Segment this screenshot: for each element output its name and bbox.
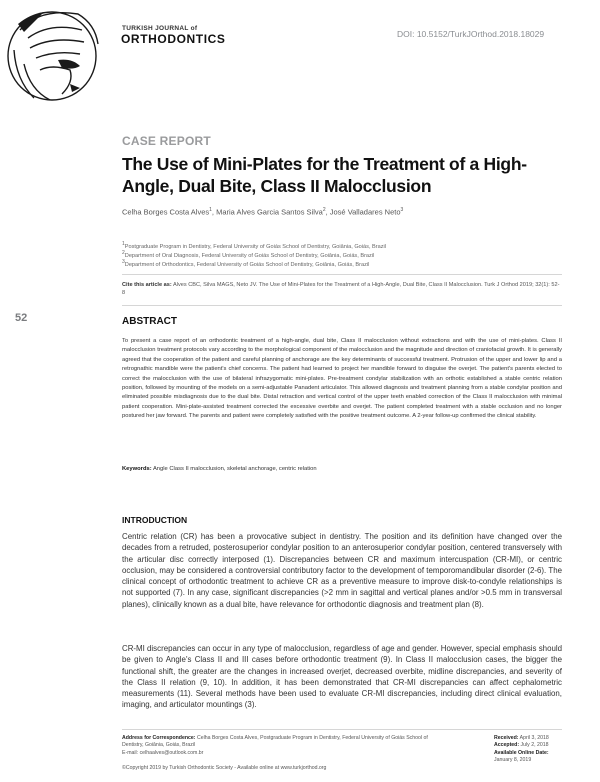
accepted-date: July 2, 2018 <box>520 742 549 749</box>
author-list: Celha Borges Costa Alves$^1$, Maria Alves Garcia Santos Silva$^2$, José Valladares Neto$^3$ <box>122 207 404 217</box>
affiliation <box>122 250 374 259</box>
affiliation <box>122 259 369 268</box>
affiliation-number: 3 <box>122 259 125 265</box>
corr-email[interactable]: E-mail: celhaalves@outlook.com.br <box>122 749 204 756</box>
affiliation-number: 2 <box>122 250 125 256</box>
page-number: 52 <box>15 312 28 324</box>
article-type: CASE REPORT <box>122 134 211 148</box>
online-label: Available Online Date: <box>494 749 549 756</box>
affiliation-text: Department of Oral Diagnosis, Federal University of Goiás School of Dentistry, Goiânia, Goiás, Brazil <box>124 252 375 259</box>
received-label: Received: <box>494 735 519 741</box>
accepted-label: Accepted: <box>494 742 520 749</box>
copyright: ©Copyright 2019 by Turkish Orthodontic Society - Available online at www.turkjorthod.org <box>122 765 327 771</box>
received-date: April 3, 2018 <box>519 735 549 741</box>
affiliation <box>122 241 386 250</box>
intro-paragraph: Centric relation (CR) has been a provocative subject in dentistry. The position and its definition have changed over the decades from a retruded, posterosuperior condylar position to an anterosuperior condylar position, centered transversely with the articular disc correctly interposed (1). Discrepancies between CR and maximum intercuspation (CR-MI), or centric occlusion, may be considered a controversial contributory factor to the development of temporomandibular disorder (2-6). The clinical concept of orthodontic treatment to achieve CR as a preventive measure to improve disk-to-condyle relationships is not supported (7). In any case, significant discrepancies (>2 mm in sagittal and vertical planes and/or >0.5 mm in transversal planes), clinically known as a dual bite, have relevance for orthodontic diagnosis and treatment plan (8). <box>122 532 562 609</box>
keywords-text: Angle Class II malocclusion, skeletal anchorage, centric relation <box>152 466 317 472</box>
article-title: The Use of Mini-Plates for the Treatment of a High-Angle, Dual Bite, Class II Malocclusion <box>122 154 527 196</box>
citation <box>122 281 562 297</box>
introduction-heading: INTRODUCTION <box>122 515 188 525</box>
affiliation-text: Postgraduate Program in Dentistry, Federal University of Goiás School of Dentistry, Goiânia, Goiás, Brazil <box>124 243 387 250</box>
author-name: José Valladares Neto <box>329 207 401 217</box>
divider <box>122 274 562 275</box>
affiliation-number: 1 <box>122 241 125 247</box>
author-affil-ref: 3 <box>400 207 404 213</box>
author-affil-ref: 2 <box>322 207 326 213</box>
cite-text: Alves CBC, Silva MAGS, Neto JV. The Use of Mini-Plates for the Treatment of a High-Angle, Dual Bite, Class II Malocclusion. Turk J Orthod 2019; 32(1): 52-8 <box>122 282 560 296</box>
journal-name: ORTHODONTICS <box>121 32 226 46</box>
corr-label: Address for Correspondence: <box>122 735 196 741</box>
doi[interactable]: DOI: 10.5152/TurkJOrthod.2018.18029 <box>397 29 545 39</box>
divider <box>122 729 562 730</box>
journal-logo <box>0 0 115 118</box>
keywords <box>122 466 317 472</box>
article-dates <box>494 735 549 765</box>
author-affil-ref: 1 <box>209 207 212 213</box>
logo-face <box>40 67 71 94</box>
journal-name-small: TURKISH JOURNAL of <box>122 25 198 32</box>
abstract-text: To present a case report of an orthodontic treatment of a high-angle, dual bite, Class II malocclusion without extractions and with the use of mini-plates. Class II malocclusion treatment protocols vary according to the morphological component of the malocclusion and the magnitude and direction of craniofacial growth. It is generally agreed that the cooperation of the patient and careful planning of anchorage are the key determinants of successful treatment. Protrusion of the upper and lower lip and a retrognathic mandible were the patient's chief concerns. The patient had learned to project her mandible forward to disguise the overjet. The patient's parents elected to correct the malocclusion with the use of bilateral infrazygomatic mini-plates. Pre-treatment condylar stabilization with an orthotic established a stable centric relation position, followed by mounting of the models on a semi-adjustable Panadent articulator. This allowed diagnosis and treatment planning from a stable condylar position and eliminated possible misdiagnosis due to the dual bite. Distal retraction and vertical control of the upper teeth enabled correction of the Class II malocclusion with minimal patient cooperation. Mini-plate-assisted treatment corrected the excessive overbite and overjet. The patient completed treatment with a stable occlusion and no longer postured her jaw forward. The parents and patient were completely satisfied with the positive treatment outcome. A 2-year follow-up confirmed the clinical stability. <box>122 338 562 420</box>
online-date: January 8, 2019 <box>494 757 532 764</box>
intro-paragraph: CR-MI discrepancies can occur in any type of malocclusion, regardless of age and gender. However, special emphasis should be given to Angle's Class II and III cases before orthodontic treatment (9). In Class II malocclusion cases, the bigger the functional shift, the greater are the changes in increased overjet, decreased overbite, midline discrepancies, and severity of the Class II relation (9, 10). In addition, it has been demonstrated that CR-MI discrepancies can affect cephalometric measurements (11). Several methods have been used to evaluate CR-MI discrepancies, including direct clinical evaluation, imaging, and articulator mountings (3). <box>122 644 562 710</box>
abstract-heading: ABSTRACT <box>122 316 177 327</box>
corr-text: Celha Borges Costa Alves, Postgraduate Program in Dentistry, Federal University of Goiás School of Dentistry, Goiânia, Goiás, Brazil <box>122 735 428 749</box>
author-name: Maria Alves Garcia Santos Silva <box>216 207 323 217</box>
affiliation-text: Department of Orthodontics, Federal University of Goiás School of Dentistry, Goiânia, Goiás, Brazil <box>124 261 370 268</box>
correspondence <box>122 735 442 757</box>
author-name: Celha Borges Costa Alves <box>122 207 210 217</box>
cite-label: Cite this article as: <box>122 282 172 288</box>
keywords-label: Keywords: <box>122 466 152 472</box>
divider <box>122 305 562 306</box>
